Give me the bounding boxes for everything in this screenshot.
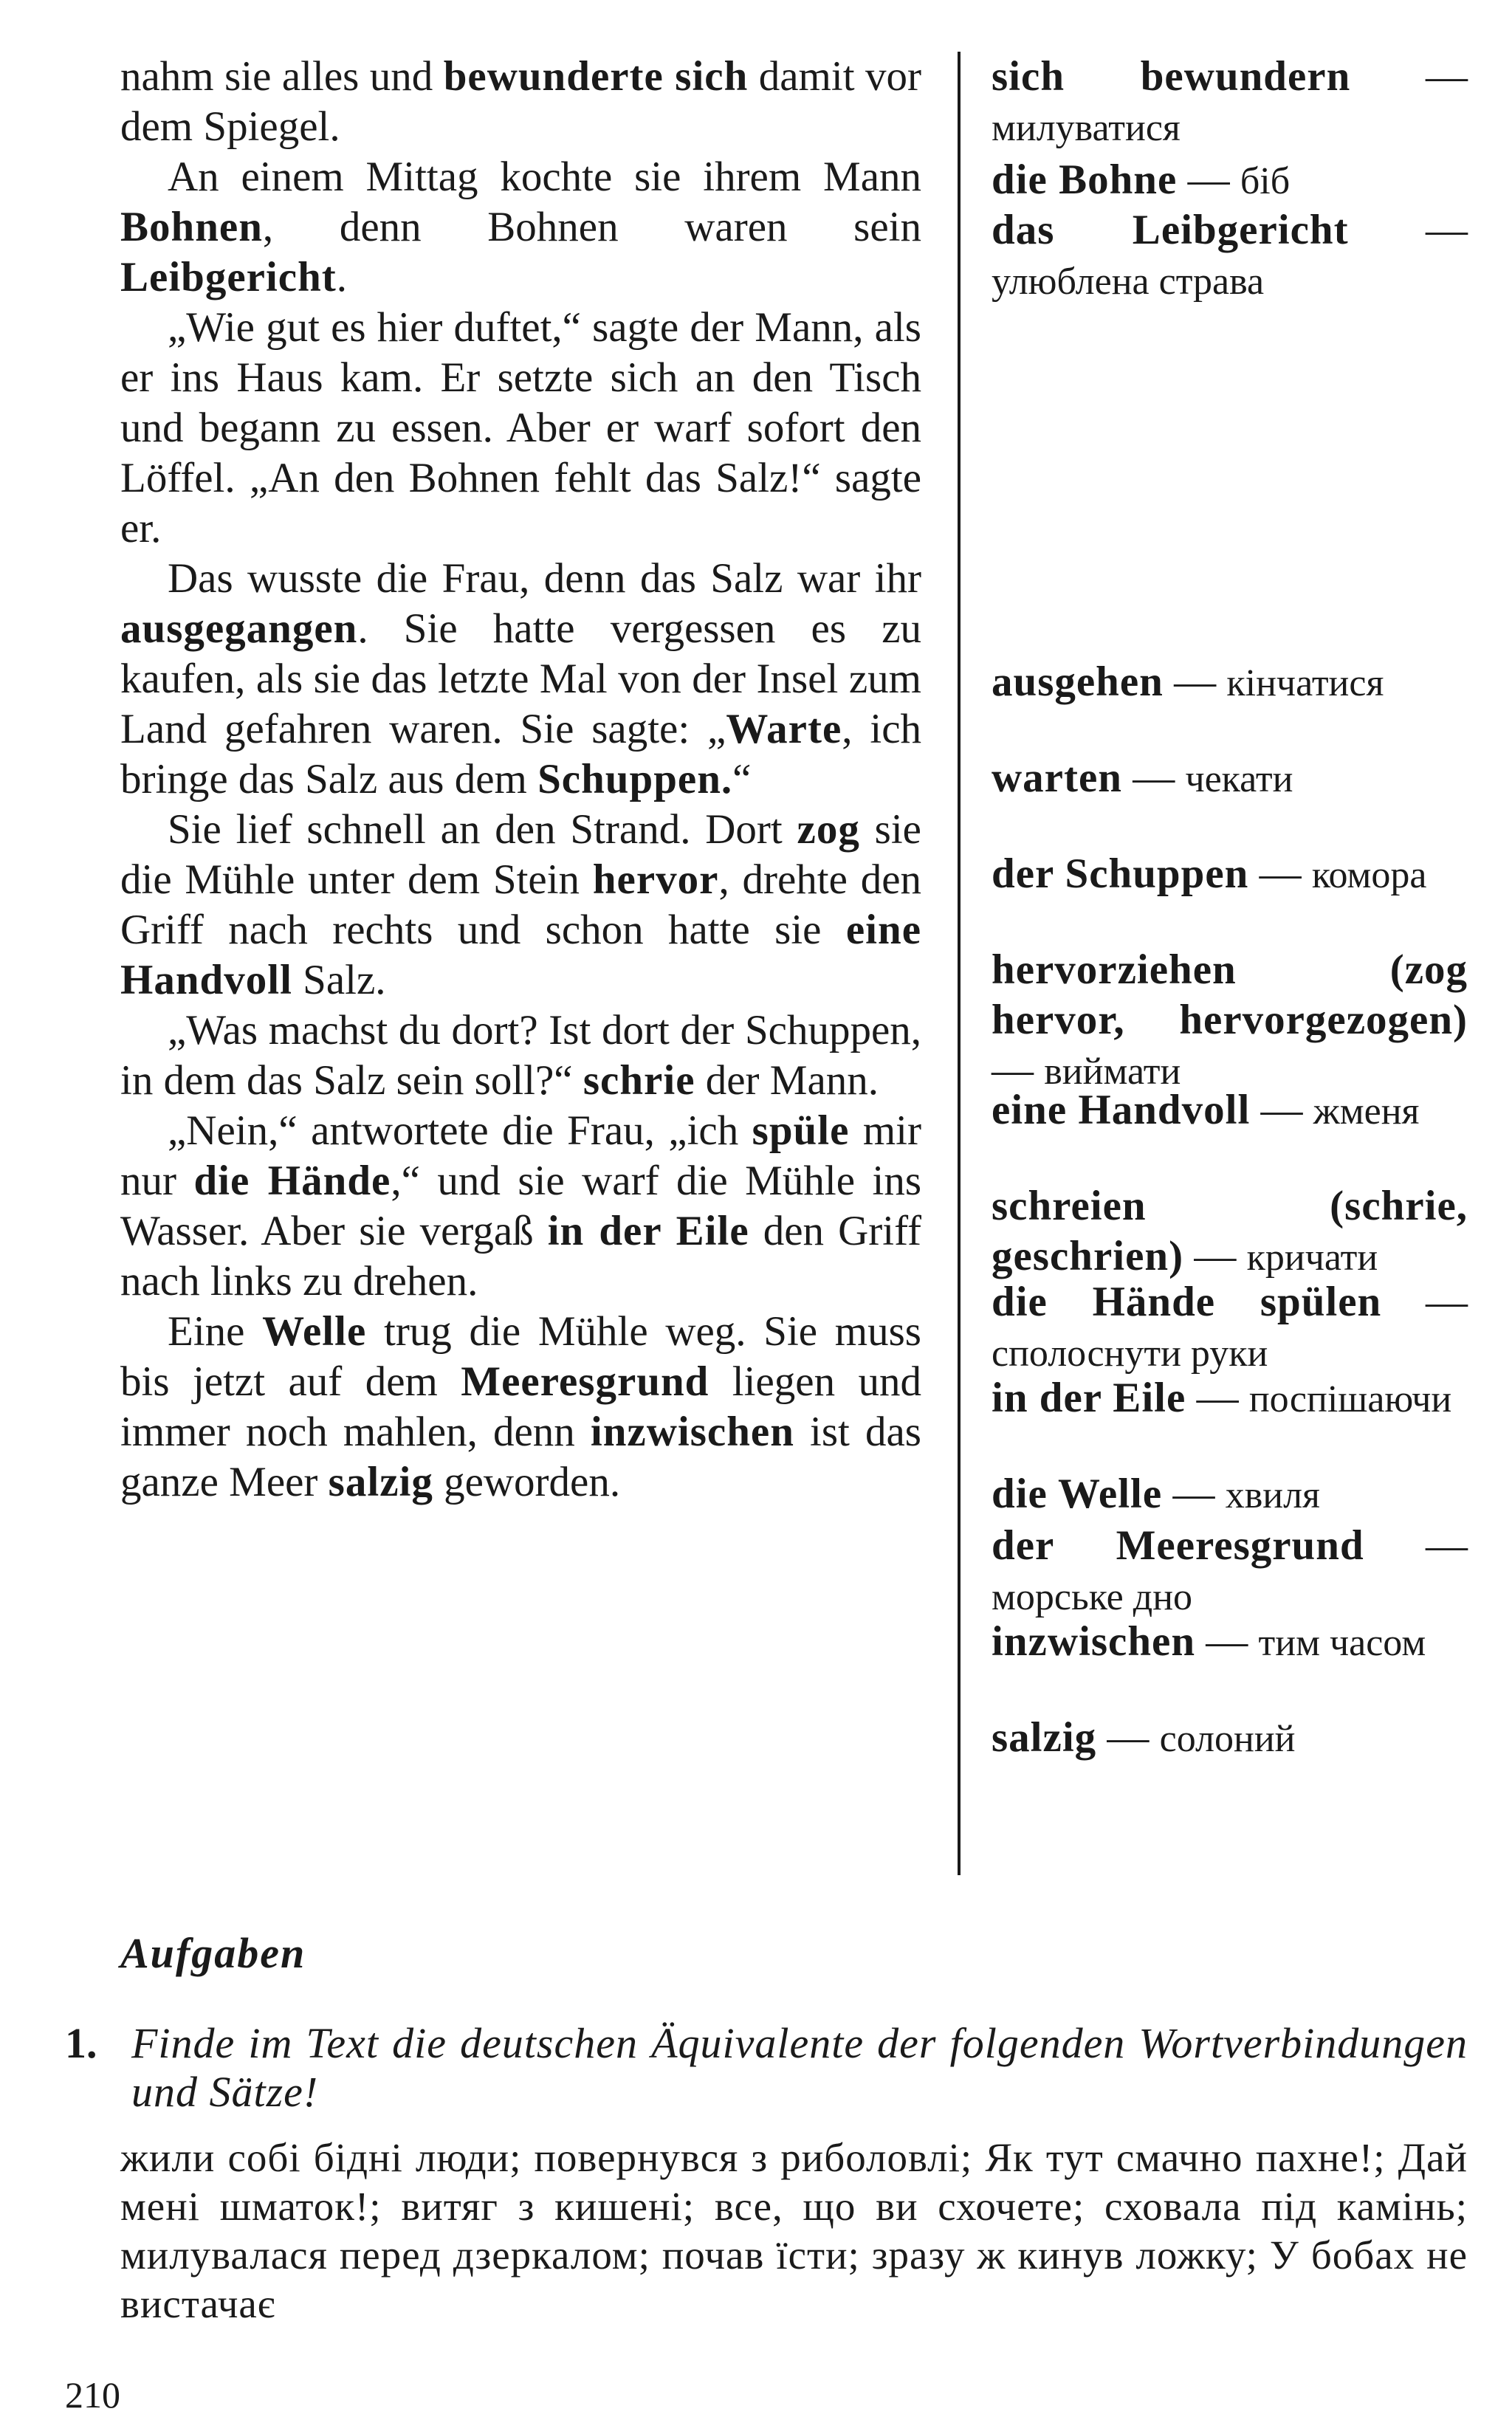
text-run: Salz.: [292, 957, 386, 1003]
glossary-entry: eine Handvoll — жменя: [992, 1087, 1420, 1133]
text-run: sie die Mühle unter dem Stein: [120, 806, 921, 903]
vocabulary-word: die Hände: [193, 1158, 391, 1204]
text-run: . Sie hatte vergessen es zu kaufen, als sie das letzte Mal von der Insel zum Land gefahren waren. Sie sagte: „: [120, 605, 921, 752]
page-number: 210: [65, 2374, 120, 2416]
glossary-german: der Schuppen: [992, 850, 1249, 897]
glossary-ukrainian: улюблена страва: [992, 261, 1265, 303]
story-paragraph: [120, 1307, 921, 1508]
story-paragraph: [120, 303, 921, 554]
glossary-ukrainian: милуватися: [992, 107, 1181, 149]
vocabulary-word: Bohnen: [120, 204, 263, 250]
glossary-german: schreien (schrie, geschrien): [992, 1183, 1468, 1279]
story-paragraph: [120, 152, 921, 303]
vocabulary-word: Meeresgrund: [461, 1358, 709, 1405]
vocabulary-word: Schuppen.: [537, 756, 733, 802]
task-number: 1.: [65, 2019, 97, 2067]
glossary-ukrainian: морське дно: [992, 1576, 1193, 1618]
glossary-entry: die Bohne — біб: [992, 157, 1291, 203]
glossary-german: die Hände spülen: [992, 1279, 1382, 1325]
text-run: An einem Mittag kochte sie ihrem Mann: [168, 154, 921, 200]
text-run: , drehte den Griff nach rechts und schon hatte sie: [120, 856, 921, 953]
text-run: Eine: [168, 1308, 263, 1355]
text-run: der Mann.: [695, 1057, 879, 1104]
text-run: liegen und immer noch mahlen, denn: [120, 1358, 922, 1455]
glossary-entry: der Meeresgrund — морське дно: [992, 1522, 1468, 1618]
text-run: Sie lief schnell an den Strand. Dort: [168, 806, 797, 853]
glossary-ukrainian: кричати: [1246, 1237, 1378, 1279]
vocabulary-word: zog: [797, 806, 860, 853]
glossary-german: hervorziehen (zog hervor, hervorgezogen): [992, 946, 1468, 1043]
text-run: trug die Mühle weg. Sie muss bis jetzt auf dem: [120, 1308, 921, 1405]
vocabulary-word: in der Eile: [547, 1208, 749, 1254]
glossary-german: in der Eile: [992, 1375, 1186, 1421]
glossary-ukrainian: жменя: [1313, 1090, 1420, 1132]
text-run: geworden.: [433, 1459, 621, 1505]
text-run: damit vor dem Spiegel.: [120, 53, 921, 150]
glossary-ukrainian: тим часом: [1258, 1622, 1426, 1664]
glossary-entry: in der Eile — поспішаючи: [992, 1375, 1452, 1421]
story-paragraph: [120, 805, 921, 1006]
vocabulary-word: Leibgericht: [120, 254, 337, 300]
text-run: „Was machst du dort? Ist dort der Schuppen, in dem das Salz sein soll?“: [120, 1007, 921, 1104]
glossary-ukrainian: поспішаючи: [1248, 1378, 1452, 1420]
ukrainian-phrases: жили собі бідні люди; повернувся з риболовлі; Як тут смачно пахне!; Дай мені шматок!; витяг з кишені; все, що ви схочете; сховала під камінь; милувалася перед дзеркалом; почав їсти; зразу ж кинув ложку; У бобах не вистачає: [120, 2135, 1468, 2326]
glossary-entry: hervorziehen (zog hervor, hervorgezogen) — виймати: [992, 946, 1468, 1093]
text-run: „Wie gut es hier duftet,“ sagte der Mann, als er ins Haus kam. Er setzte sich an den Tisch und begann zu essen. Aber er warf sofort den Löffel. „An den Bohnen fehlt das Salz!“ sagte er.: [120, 304, 921, 551]
story-text: [120, 52, 921, 1508]
text-run: mir nur: [120, 1107, 921, 1204]
text-run: nahm sie alles und: [120, 53, 444, 100]
glossary-entry: schreien (schrie, geschrien) — кричати: [992, 1183, 1468, 1279]
vocabulary-word: spüle: [752, 1107, 850, 1154]
glossary-german: die Welle: [992, 1471, 1163, 1517]
glossary-german: das Leibgericht: [992, 207, 1349, 253]
glossary-ukrainian: солоний: [1159, 1718, 1296, 1760]
text-run: .: [336, 254, 348, 300]
text-run: , denn Bohnen waren sein: [262, 204, 921, 250]
glossary-german: ausgehen: [992, 659, 1164, 705]
vocabulary-word: bewunderte sich: [443, 53, 749, 100]
glossary-entry: sich bewundern — милуватися: [992, 53, 1468, 149]
glossary-german: die Bohne: [992, 157, 1178, 203]
vocabulary-word: Warte: [726, 706, 842, 752]
glossary-ukrainian: виймати: [1044, 1051, 1181, 1093]
story-paragraph: [120, 1106, 921, 1307]
glossary-ukrainian: кінчатися: [1226, 662, 1384, 704]
story-paragraph: [120, 1006, 921, 1106]
section-title: Aufgaben: [120, 1929, 306, 1977]
vocabulary-word: Welle: [262, 1308, 367, 1355]
glossary-ukrainian: хвиля: [1225, 1474, 1320, 1516]
glossary-entry: salzig — солоний: [992, 1714, 1296, 1761]
text-run: , ich bringe das Salz aus dem: [120, 706, 922, 802]
glossary-german: der Meeresgrund: [992, 1522, 1364, 1569]
vocabulary-word: ausgegangen: [120, 605, 358, 652]
glossary-ukrainian: чекати: [1185, 758, 1293, 800]
text-run: ist das ganze Meer: [120, 1409, 921, 1505]
vocabulary-word: inzwischen: [590, 1409, 794, 1455]
glossary-ukrainian: сполоснути руки: [992, 1333, 1268, 1375]
glossary-german: warten: [992, 754, 1122, 801]
task-1: [65, 2019, 1468, 2117]
glossary-german: salzig: [992, 1714, 1097, 1761]
glossary-entry: das Leibgericht — улюблена страва: [992, 207, 1468, 303]
vocabulary-word: hervor: [592, 856, 719, 903]
story-paragraph: [120, 554, 921, 805]
glossary-entry: warten — чекати: [992, 754, 1293, 801]
glossary-entry: inzwischen — тим часом: [992, 1618, 1426, 1665]
glossary-ukrainian: комора: [1311, 854, 1427, 896]
vocabulary-word: eine Handvoll: [120, 907, 921, 1003]
task-instruction: Finde im Text die deutschen Äquivalente der folgenden Wortverbindungen und Sätze!: [131, 2019, 1468, 2116]
glossary-german: sich bewundern: [992, 53, 1351, 100]
column-divider: [958, 52, 961, 1875]
glossary-ukrainian: біб: [1240, 160, 1291, 202]
text-run: Das wusste die Frau, denn das Salz war ihr: [168, 555, 921, 602]
glossary-german: eine Handvoll: [992, 1087, 1251, 1133]
vocabulary-word: salzig: [328, 1459, 433, 1505]
glossary-entry: ausgehen — кінчатися: [992, 659, 1384, 705]
text-run: “: [732, 756, 752, 802]
glossary-entry: die Hände spülen — сполоснути руки: [992, 1279, 1468, 1375]
text-run: ,“ und sie warf die Mühle ins Wasser. Aber sie vergaß: [120, 1158, 921, 1254]
text-run: den Griff nach links zu drehen.: [120, 1208, 921, 1304]
glossary-german: inzwischen: [992, 1618, 1196, 1665]
glossary-entry: der Schuppen — комора: [992, 850, 1427, 897]
story-paragraph: [120, 52, 921, 152]
vocabulary-word: schrie: [583, 1057, 695, 1104]
text-run: „Nein,“ antwortete die Frau, „ich: [168, 1107, 752, 1154]
glossary-entry: die Welle — хвиля: [992, 1471, 1320, 1517]
